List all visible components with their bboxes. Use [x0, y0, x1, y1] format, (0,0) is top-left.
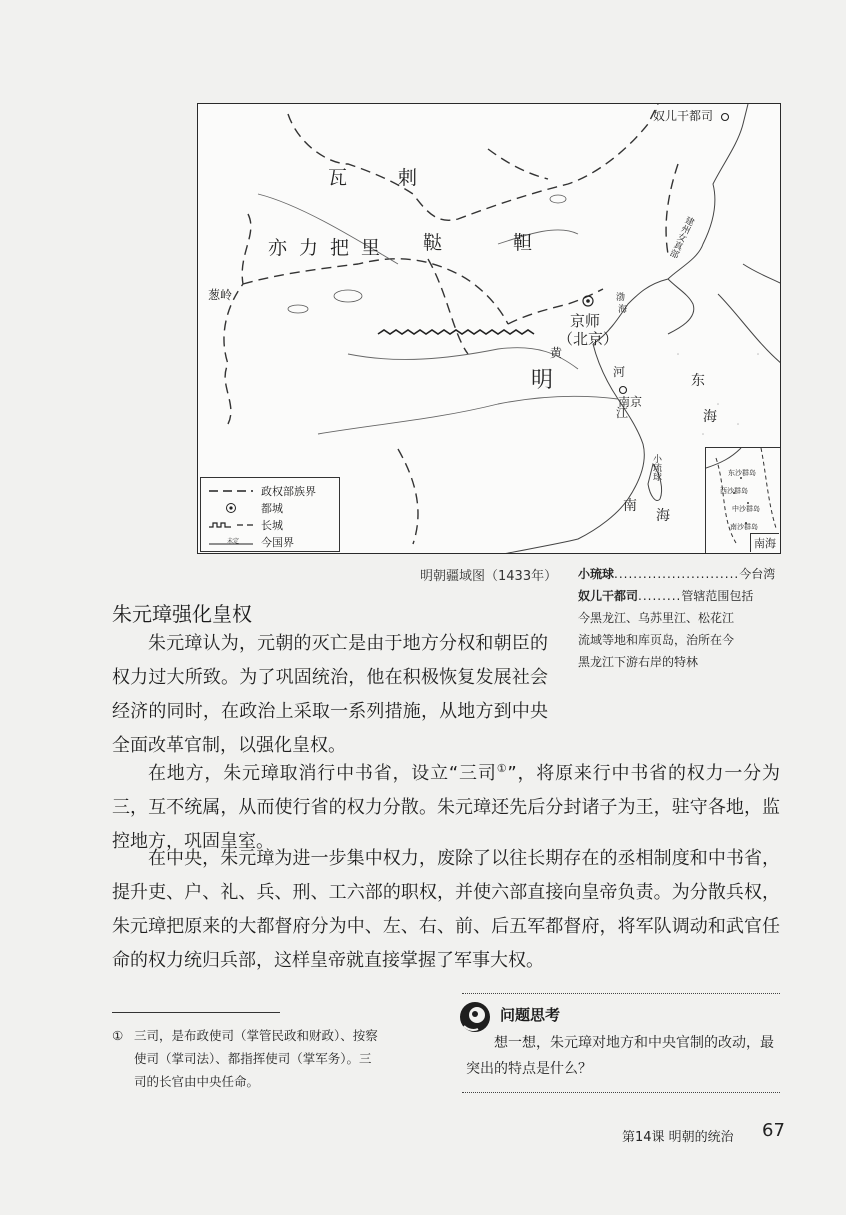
map-legend: [200, 477, 340, 552]
label-nanhai: 南: [623, 498, 637, 514]
label-he: 河: [613, 365, 626, 379]
think-box-title: 问题思考: [500, 1006, 561, 1024]
legend-row-border: 未定 今国界: [227, 535, 294, 549]
footnote-divider: [112, 1012, 280, 1013]
nanjing-symbol: [620, 387, 627, 394]
label-ta: 鞑: [423, 232, 443, 254]
label-xiaoliuqiu: 小琉球: [651, 454, 661, 481]
label-jiang: 江: [616, 406, 629, 420]
map-sidenote: [578, 563, 783, 673]
label-nurgan: 奴儿干都司: [653, 109, 714, 123]
footer-lesson-title: 第14课 明朝的统治: [622, 1130, 734, 1145]
label-nanhai2: 海: [656, 508, 670, 524]
inset-dongsha: 东沙群岛: [728, 469, 756, 477]
paragraph-2: 在地方，朱元璋取消行中书省，设立“三司①”，将原来行中书省的权力一分为三，互不统属，从而使行省的权力分散。朱元璋还先后分封诸子为王，驻守各地，监控地方，巩固皇室。: [112, 762, 780, 852]
label-capital: 京师: [570, 312, 601, 330]
page-number: 67: [762, 1120, 785, 1141]
section-title: 朱元璋强化皇权: [112, 602, 252, 626]
legend-row-capital: 都城: [207, 499, 333, 516]
sidenote-line-3: 今黑龙江、乌苏里江、松花江: [578, 611, 735, 625]
footnote: ① 三司，是布政使司（掌管民政和财政）、按察 使司（掌司法）、都指挥使司（掌军务）。三 司的长官由中央任命。: [112, 1028, 378, 1089]
south-china-sea-inset: [705, 447, 781, 554]
label-huang: 黄: [550, 346, 563, 360]
inset-zhongsha: 中沙群岛: [732, 505, 760, 513]
label-wala: 瓦: [328, 167, 348, 189]
paragraph-3: 在中央，朱元璋为进一步集中权力，废除了以往长期存在的丞相制度和中书省，提升吏、户、礼、兵、刑、工六部的职权，并使六部直接向皇帝负责。为分散兵权，朱元璋把原来的大都督府分为中、左、右、前、后五军都督府，将军队调动和武官任命的权力统归兵部，这样皇帝就直接掌握了军事大权。: [112, 848, 780, 971]
nurgan-symbol: [722, 114, 729, 121]
inset-nansha: 南沙群岛: [730, 523, 758, 531]
question-icon: [458, 1000, 492, 1034]
label-nanjing: 南京: [618, 395, 643, 409]
inset-label: 南海: [750, 533, 779, 552]
beijing-capital-symbol: [583, 296, 593, 306]
inset-xisha: 西沙群岛: [720, 487, 748, 495]
label-yilibali: 亦力把里: [268, 237, 393, 259]
label-donghai: 东: [691, 373, 705, 389]
think-box-top-divider: [462, 993, 780, 994]
label-dan: 靼: [513, 232, 533, 254]
label-jianzhou: 建州女真部: [666, 214, 695, 260]
sidenote-line-xiaoliuqiu: 小琉球..........................今台湾: [578, 567, 776, 581]
paragraph-1: 朱元璋认为，元朝的灭亡是由于地方分权和朝臣的权力过大所致。为了巩固统治，他在积极恢复发展社会经济的同时，在政治上采取一系列措施，从地方到中央全面改革官制，以强化皇权。: [112, 633, 548, 756]
legend-row-boundary: 政权部族界: [261, 484, 316, 498]
label-beijing: （北京）: [558, 330, 619, 348]
legend-row-great-wall: 长城: [207, 516, 333, 533]
think-box-question: 想一想，朱元璋对地方和中央官制的改动，最突出的特点是什么？: [466, 1035, 774, 1077]
think-box-bottom-divider: [462, 1092, 780, 1093]
sidenote-line-4: 流域等地和库页岛，治所在今: [578, 633, 735, 647]
label-donghai2: 海: [703, 409, 717, 425]
label-ming: 明: [531, 368, 554, 393]
svg-text:未定: 未定: [227, 537, 240, 545]
sidenote-line-nurgan: 奴儿干都司.........管辖范围包括: [578, 589, 754, 603]
map-caption: 明朝疆域图（1433年）: [420, 569, 558, 584]
ming-territory-map: [197, 103, 781, 554]
label-bo: 渤: [616, 293, 626, 303]
label-congling: 葱岭: [208, 288, 233, 302]
footnote-ref[interactable]: ①: [496, 762, 508, 775]
label-hai: 海: [618, 305, 628, 315]
label-la: 剌: [398, 167, 418, 189]
sidenote-line-5: 黑龙江下游右岸的特林: [578, 655, 699, 669]
